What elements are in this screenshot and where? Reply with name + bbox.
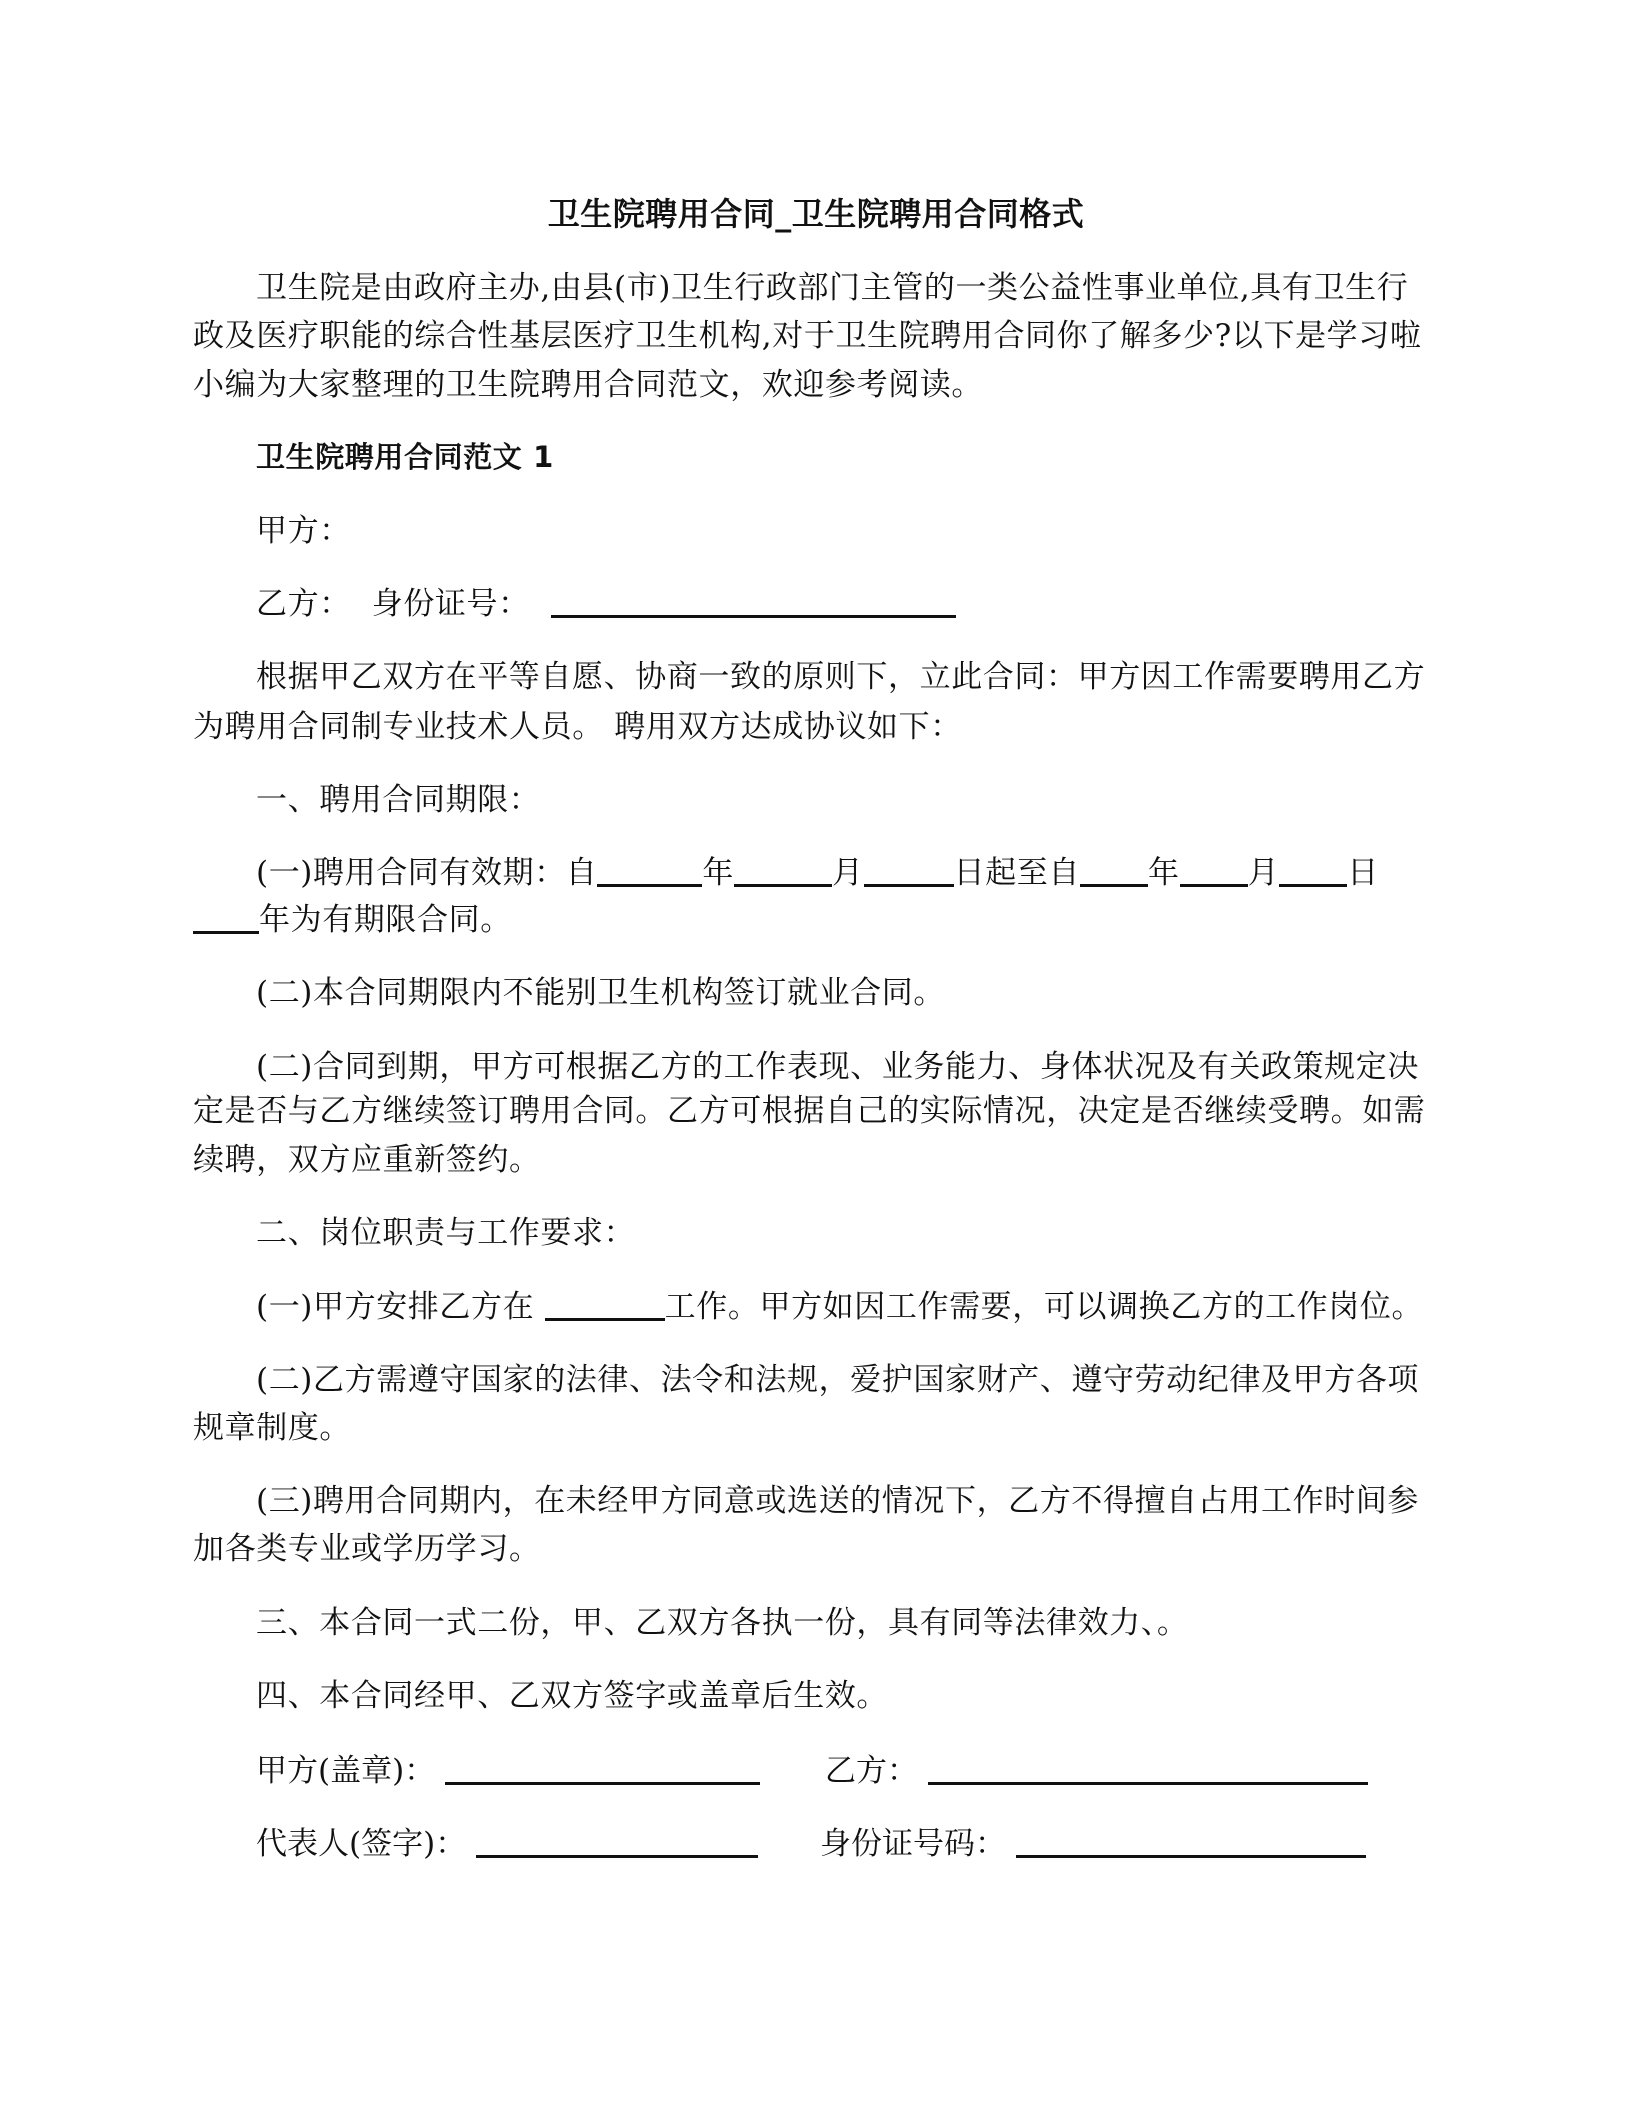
month-label: 月 (832, 855, 864, 891)
clause1-item3-line-1: (二)合同到期，甲方可根据乙方的工作表现、业务能力、身体状况及有关政策规定决 (256, 1049, 1419, 1085)
intro-line-2: 政及医疗职能的综合性基层医疗卫生机构,对于卫生院聘用合同你了解多少?以下是学习啦 (193, 318, 1422, 354)
clause3: 三、本合同一式二份，甲、乙双方各执一份，具有同等法律效力、。 (256, 1605, 1189, 1641)
clause4: 四、本合同经甲、乙双方签字或盖章后生效。 (256, 1678, 888, 1714)
clause1-item3-line-2: 定是否与乙方继续签订聘用合同。乙方可根据自己的实际情况，决定是否继续受聘。如需 (193, 1093, 1426, 1129)
id-number-label: 身份证号： (371, 586, 530, 622)
party-b-row (256, 580, 1496, 628)
id-number-sign-blank[interactable] (1016, 1825, 1366, 1858)
representative-blank[interactable] (476, 1825, 758, 1858)
id-number-blank[interactable] (551, 585, 956, 618)
party-b-label: 乙方： (256, 586, 351, 622)
section-heading: 卫生院聘用合同范文 1 (256, 440, 554, 474)
clause1-item3-line-3: 续聘，双方应重新签约。 (193, 1142, 541, 1178)
end-month-blank[interactable] (1180, 854, 1248, 887)
party-b-sign-row (825, 1747, 1368, 1795)
clause2-item3-line-2: 加各类专业或学历学习。 (193, 1531, 541, 1567)
clause2-item2-line-2: 规章制度。 (193, 1410, 351, 1446)
year-label: 年 (1148, 855, 1180, 891)
years-blank[interactable] (193, 901, 259, 934)
end-year-blank[interactable] (1080, 854, 1148, 887)
term-prefix: (一)聘用合同有效期：自 (256, 855, 598, 891)
party-b-sign-blank[interactable] (928, 1752, 1368, 1785)
party-a-label: 甲方： (256, 513, 351, 549)
clause2-item2-line-1: (二)乙方需遵守国家的法律、法令和法规，爱护国家财产、遵守劳动纪律及甲方各项 (256, 1362, 1419, 1398)
clause1-term-line (256, 849, 1496, 897)
start-day-blank[interactable] (864, 854, 954, 887)
clause1-heading: 一、聘用合同期限： (256, 782, 541, 818)
end-day-blank[interactable] (1279, 854, 1347, 887)
month-label: 月 (1247, 855, 1280, 891)
item1-suffix: 工作。甲方如因工作需要，可以调换乙方的工作岗位。 (664, 1289, 1424, 1325)
representative-row (256, 1820, 758, 1868)
start-month-blank[interactable] (734, 854, 832, 887)
document-title: 卫生院聘用合同_卫生院聘用合同格式 (547, 195, 1085, 233)
preamble-line-2: 为聘用合同制专业技术人员。 聘用双方达成协议如下： (193, 709, 962, 745)
start-year-blank[interactable] (597, 854, 702, 887)
day-label: 日 (1347, 855, 1379, 891)
party-a-seal-row (256, 1747, 760, 1795)
id-number-row (820, 1820, 1366, 1868)
id-number-sign-label: 身份证号码： (820, 1826, 1006, 1862)
party-a-seal-label: 甲方(盖章)： (256, 1753, 436, 1789)
clause2-item1 (256, 1283, 1496, 1331)
party-b-sign-label: 乙方： (825, 1753, 918, 1789)
intro-line-3: 小编为大家整理的卫生院聘用合同范文，欢迎参考阅读。 (193, 367, 983, 403)
preamble-line-1: 根据甲乙双方在平等自愿、协商一致的原则下，立此合同：甲方因工作需要聘用乙方 (256, 659, 1426, 695)
representative-label: 代表人(签字)： (256, 1826, 467, 1862)
term-suffix: 年为有期限合同。 (259, 902, 512, 938)
year-label: 年 (702, 855, 734, 891)
clause1-item2: (二)本合同期限内不能别卫生机构签订就业合同。 (256, 975, 945, 1011)
party-a-seal-blank[interactable] (445, 1752, 760, 1785)
item1-prefix: (一)甲方安排乙方在 (256, 1289, 535, 1325)
clause1-term-line-2 (193, 896, 1433, 944)
intro-line-1: 卫生院是由政府主办,由县(市)卫生行政部门主管的一类公益性事业单位,具有卫生行 (256, 270, 1409, 306)
clause2-item3-line-1: (三)聘用合同期内，在未经甲方同意或选送的情况下，乙方不得擅自占用工作时间参 (256, 1483, 1419, 1519)
day-label: 日起至自 (953, 855, 1081, 891)
job-position-blank[interactable] (545, 1288, 665, 1321)
clause2-heading: 二、岗位职责与工作要求： (256, 1215, 636, 1251)
